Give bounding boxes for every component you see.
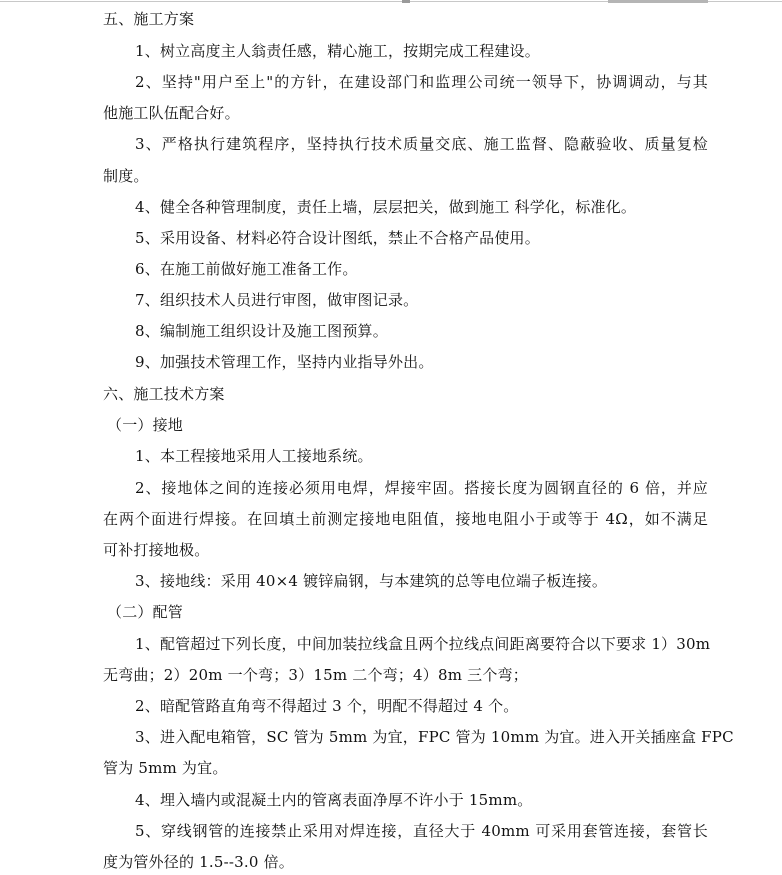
paragraph-line: 5、采用设备、材料必符合设计图纸，禁止不合格产品使用。 <box>135 229 540 247</box>
header-rule-mark <box>402 0 410 3</box>
paragraph-line: 制度。 <box>103 167 149 185</box>
paragraph-line: 5、穿线钢管的连接禁止采用对焊连接，直径大于 40mm 可采用套管连接，套管长 <box>135 822 708 840</box>
paragraph-line: 1、树立高度主人翁责任感，精心施工，按期完成工程建设。 <box>135 42 540 60</box>
paragraph-line: 度为管外径的 1.5--3.0 倍。 <box>103 853 294 871</box>
paragraph-line: 1、配管超过下列长度，中间加装拉线盒且两个拉线点间距离要符合以下要求 1）30m <box>135 635 711 653</box>
subsection-heading-grounding: （一）接地 <box>107 416 184 434</box>
section-heading-5: 五、施工方案 <box>103 10 195 28</box>
section-heading-6: 六、施工技术方案 <box>103 385 225 403</box>
paragraph-line: 4、健全各种管理制度，责任上墙，层层把关，做到施工 科学化，标准化。 <box>135 198 637 216</box>
paragraph-line: 2、暗配管路直角弯不得超过 3 个，明配不得超过 4 个。 <box>135 697 519 715</box>
paragraph-line: 9、加强技术管理工作，坚持内业指导外出。 <box>135 353 434 371</box>
paragraph-line: 7、组织技术人员进行审图，做审图记录。 <box>135 291 419 309</box>
paragraph-line: 他施工队伍配合好。 <box>103 104 240 122</box>
paragraph-line: 3、严格执行建筑程序，坚持执行技术质量交底、施工监督、隐蔽验收、质量复检 <box>135 135 708 153</box>
paragraph-line: 3、进入配电箱管，SC 管为 5mm 为宜，FPC 管为 10mm 为宜。进入开关插座盒 FPC <box>135 728 734 746</box>
page-header-rule <box>0 0 782 4</box>
paragraph-line: 2、接地体之间的连接必须用电焊，焊接牢固。搭接长度为圆钢直径的 6 倍，并应 <box>135 479 708 497</box>
paragraph-line: 2、坚持"用户至上"的方针，在建设部门和监理公司统一领导下，协调调动，与其 <box>135 73 708 91</box>
paragraph-line: 6、在施工前做好施工准备工作。 <box>135 260 358 278</box>
paragraph-line: 8、编制施工组织设计及施工图预算。 <box>135 322 388 340</box>
paragraph-line: 可补打接地极。 <box>103 541 210 559</box>
header-text-fragment <box>608 0 708 3</box>
paragraph-line: 4、埋入墙内或混凝土内的管离表面净厚不许小于 15mm。 <box>135 791 533 809</box>
paragraph-line: 3、接地线：采用 40×4 镀锌扁钢，与本建筑的总等电位端子板连接。 <box>135 572 608 590</box>
paragraph-line: 1、本工程接地采用人工接地系统。 <box>135 447 373 465</box>
paragraph-line: 管为 5mm 为宜。 <box>103 759 228 777</box>
subsection-heading-conduit: （二）配管 <box>107 603 184 621</box>
paragraph-line: 在两个面进行焊接。在回填土前测定接地电阻值，接地电阻小于或等于 4Ω，如不满足 <box>103 510 708 528</box>
paragraph-line: 无弯曲；2）20m 一个弯；3）15m 二个弯；4）8m 三个弯； <box>103 666 528 684</box>
